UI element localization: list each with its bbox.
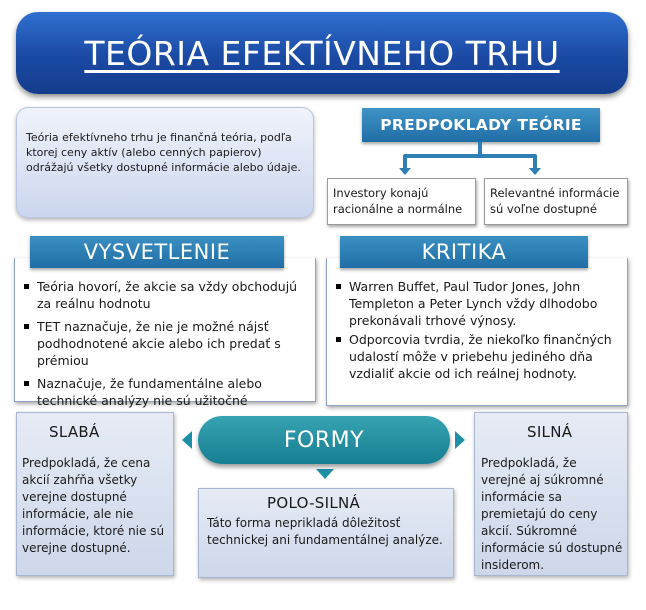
definition-box (16, 107, 314, 218)
assumptions-connector (390, 142, 550, 176)
arrow-down-icon (316, 469, 334, 479)
weak-form-title: SLABÁ (49, 423, 100, 441)
semi-strong-form-text: Táto forma neprikladá dôležitosť technickej ani fundamentálnej analýze. (207, 516, 443, 547)
assumptions-header-label: PREDPOKLADY TEÓRIE (380, 116, 582, 134)
criticism-bullet: Odporcovia tvrdia, že niekoľko finančných udalostí môže v priebehu jediného dňa vzdialiť akcie od ich reálnej hodnoty. (327, 331, 627, 382)
explanation-box (14, 258, 316, 408)
assumption-text: Relevantné informácie sú voľne dostupné (490, 186, 620, 216)
weak-form-box (16, 412, 174, 576)
explanation-bullet: Teória hovorí, že akcie sa vždy obchodujú za reálnu hodnotu (15, 278, 315, 312)
strong-form-box (474, 412, 628, 576)
semi-strong-form-box (198, 488, 454, 578)
forms-pill (198, 416, 450, 464)
assumption-box-information (484, 178, 628, 225)
weak-form-text: Predpokladá, že cena akcií zahŕňa všetky verejne dostupné informácie, ale nie informácie, ktoré nie sú verejne dostupné. (22, 456, 165, 555)
strong-form-text: Predpokladá, že verejné aj súkromné informácie sa premietajú do ceny akcií. Súkromné informácie sú dostupné insiderom. (481, 456, 623, 572)
assumption-text: Investory konajú racionálne a normálne (333, 186, 463, 216)
explanation-bullet: TET naznačuje, že nie je možné nájsť podhodnotené akcie alebo ich predať s prémiou (15, 318, 315, 369)
explanation-header (30, 236, 284, 268)
criticism-list (327, 278, 627, 382)
strong-form-title: SILNÁ (527, 423, 573, 441)
criticism-bullet: Warren Buffet, Paul Tudor Jones, John Templeton a Peter Lynch vždy dlhodobo prekonávali trhové výnosy. (327, 278, 627, 329)
criticism-box (326, 258, 628, 406)
semi-strong-form-title: POLO-SILNÁ (267, 494, 361, 512)
page-title: TEÓRIA EFEKTÍVNEHO TRHU (84, 33, 560, 73)
arrow-left-icon (182, 431, 192, 449)
forms-label: FORMY (283, 427, 365, 453)
title-banner (16, 12, 628, 94)
explanation-list (15, 278, 315, 409)
explanation-header-label: VYSVETLENIE (83, 240, 231, 264)
assumptions-header (362, 108, 600, 142)
definition-text: Teória efektívneho trhu je finančná teória, podľa ktorej ceny aktív (alebo cenných papierov) odrážajú všetky dostupné informácie alebo údaje. (26, 131, 301, 174)
criticism-header (340, 236, 588, 268)
arrow-right-icon (455, 431, 465, 449)
assumption-box-rational (327, 178, 476, 225)
explanation-bullet: Naznačuje, že fundamentálne alebo technické analýzy nie sú užitočné (15, 375, 315, 409)
criticism-header-label: KRITIKA (421, 240, 507, 264)
